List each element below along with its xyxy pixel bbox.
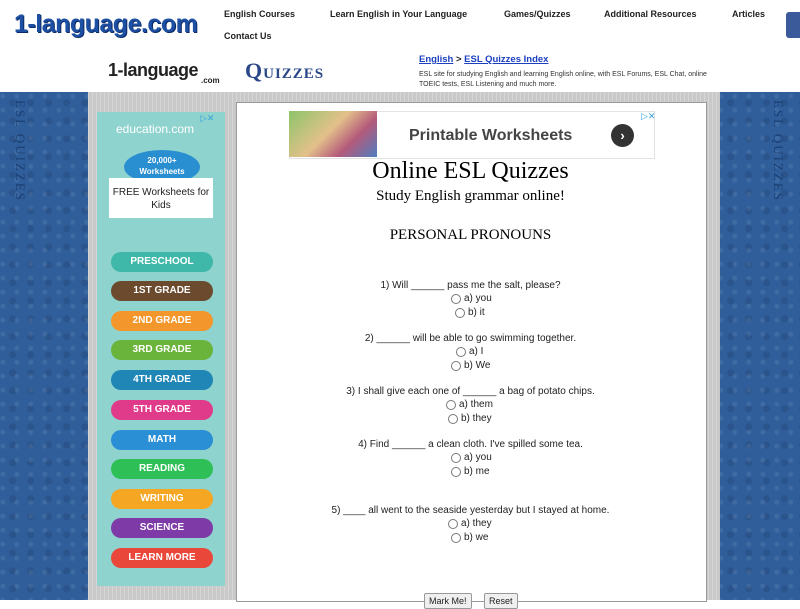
option-label: b) it — [468, 307, 485, 318]
banner-ad-photo[interactable] — [289, 111, 377, 157]
nav-additional-resources[interactable]: Additional Resources — [604, 9, 697, 19]
nav-english-courses[interactable]: English Courses — [224, 9, 296, 19]
option-label: a) I — [469, 346, 484, 357]
breadcrumb — [419, 54, 548, 65]
option-label: b) We — [464, 360, 491, 371]
header-site-mark[interactable]: 1-language — [108, 60, 199, 80]
site-tagline: ESL site for studying English and learning English online, with ESL Forums, ESL Chat, online TOEIC tests, ESL Listening and much more. — [419, 71, 707, 88]
question-2-text: 2) ______ will be able to go swimming together. — [364, 333, 577, 344]
social-share-tab[interactable] — [786, 12, 800, 38]
question-1-option-a[interactable] — [451, 293, 492, 304]
radio-button[interactable] — [455, 308, 465, 318]
radio-button[interactable] — [451, 361, 461, 371]
ad-button-science[interactable]: SCIENCE — [111, 518, 213, 538]
ad-button-writing[interactable]: WRITING — [111, 489, 213, 509]
ad-button-1st-grade[interactable]: 1ST GRADE — [111, 281, 213, 301]
question-3-option-b[interactable] — [448, 413, 492, 424]
side-watermark-left: ESL QUIZZES — [13, 100, 28, 203]
question-5-option-b[interactable] — [451, 532, 488, 543]
question-4-text: 4) Find ______ a clean cloth. I've spilled some tea. — [358, 439, 583, 450]
ad-button-3rd-grade[interactable]: 3RD GRADE — [111, 340, 213, 360]
question-5-text: 5) ____ all went to the seaside yesterday but I stayed at home. — [331, 505, 610, 516]
adchoices-icon[interactable]: ▷✕ — [200, 113, 215, 123]
radio-button[interactable] — [451, 453, 461, 463]
question-3-option-a[interactable] — [446, 399, 493, 410]
option-label: b) we — [464, 532, 489, 543]
question-4-option-a[interactable] — [451, 452, 492, 463]
education-com-logo[interactable]: education.com — [116, 122, 195, 136]
nav-learn-english-in-your-language[interactable]: Learn English in Your Language — [330, 9, 468, 19]
radio-button[interactable] — [448, 414, 458, 424]
radio-button[interactable] — [448, 519, 458, 529]
question-1-text: 1) Will ______ pass me the salt, please? — [380, 280, 561, 291]
site-logo[interactable]: 1-language.com — [14, 10, 198, 38]
side-watermark-right: ESL QUIZZES — [771, 100, 786, 203]
option-label: a) them — [459, 399, 493, 410]
nav-games-quizzes[interactable]: Games/Quizzes — [504, 9, 571, 19]
radio-button[interactable] — [451, 294, 461, 304]
question-5-option-a[interactable] — [448, 518, 492, 529]
header-site-mark-suffix: .com — [201, 76, 220, 85]
question-2-option-a[interactable] — [456, 346, 483, 357]
section-title-quizzes: Quizzes — [245, 58, 325, 83]
chevron-right-icon[interactable]: › — [611, 124, 634, 147]
ad-button-preschool[interactable]: PRESCHOOL — [111, 252, 213, 272]
radio-button[interactable] — [451, 467, 461, 477]
free-worksheets-text[interactable]: FREE Worksheets for Kids — [109, 178, 213, 218]
ad-button-2nd-grade[interactable]: 2ND GRADE — [111, 311, 213, 331]
question-2-option-b[interactable] — [451, 360, 491, 371]
page-title: Online ESL Quizzes — [372, 158, 569, 184]
question-3-text: 3) I shall give each one of ______ a bag of potato chips. — [346, 386, 595, 397]
option-label: a) they — [461, 518, 492, 529]
question-1-option-b[interactable] — [455, 307, 485, 318]
breadcrumb-link-esl-quizzes-index[interactable]: ESL Quizzes Index — [464, 54, 549, 65]
radio-button[interactable] — [451, 533, 461, 543]
worksheets-count-badge: 20,000+ Worksheets — [124, 150, 200, 184]
ad-button-5th-grade[interactable]: 5TH GRADE — [111, 400, 213, 420]
option-label: a) you — [464, 452, 492, 463]
ad-button-reading[interactable]: READING — [111, 459, 213, 479]
ad-button-math[interactable]: MATH — [111, 430, 213, 450]
nav-contact-us[interactable]: Contact Us — [224, 31, 272, 41]
radio-button[interactable] — [446, 400, 456, 410]
page-subtitle: Study English grammar online! — [376, 188, 565, 204]
radio-button[interactable] — [456, 347, 466, 357]
question-4-option-b[interactable] — [451, 466, 490, 477]
mark-me-button[interactable]: Mark Me! — [424, 593, 472, 609]
breadcrumb-separator: > — [455, 54, 462, 65]
banner-ad-title[interactable]: Printable Worksheets — [409, 127, 573, 144]
breadcrumb-link-english[interactable]: English — [419, 54, 454, 65]
background-texture-right — [718, 92, 800, 600]
adchoices-close-icon[interactable]: ▷✕ — [641, 111, 656, 121]
ad-button-4th-grade[interactable]: 4TH GRADE — [111, 370, 213, 390]
option-label: a) you — [464, 293, 492, 304]
reset-button[interactable]: Reset — [484, 593, 518, 609]
ad-button-learn-more[interactable]: LEARN MORE — [111, 548, 213, 568]
option-label: b) me — [464, 466, 490, 477]
option-label: b) they — [461, 413, 492, 424]
quiz-title: PERSONAL PRONOUNS — [389, 227, 552, 243]
nav-articles[interactable]: Articles — [732, 9, 766, 19]
